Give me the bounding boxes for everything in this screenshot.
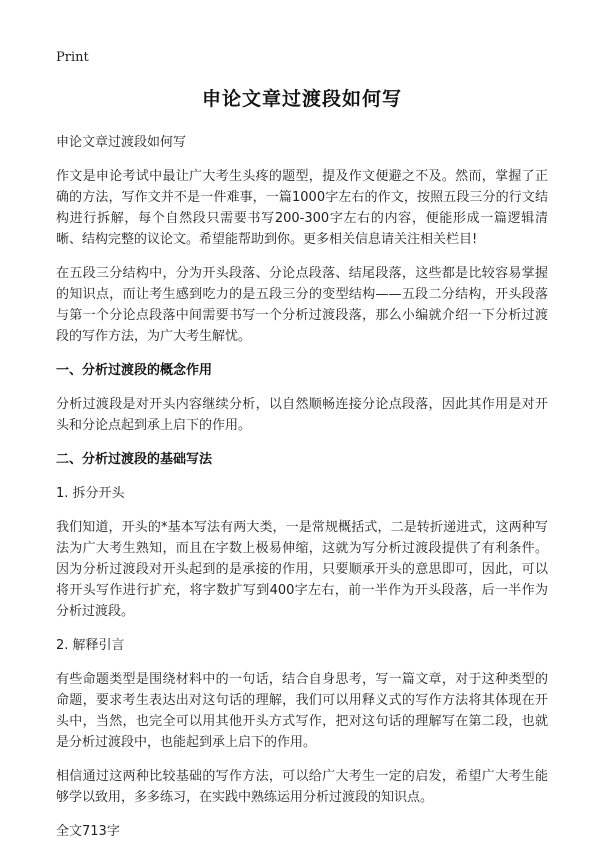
article-subtitle: 申论文章过渡段如何写 [56, 135, 187, 150]
page-title: 申论文章过渡段如何写 [201, 88, 402, 110]
intro-paragraph-2: 在五段三分结构中，分为开头段落、分论点段落、结尾段落，这些都是比较容易掌握的知识点，而让考生感到吃力的是五段三分的变型结构——五段二分结构，开头段落与第一个分论点段落中间需要书写一个分析过渡段落，那么小编就介绍一下分析过渡段的写作方法，为广大考生解忧。 [56, 266, 548, 344]
subsection-explain-quote-paragraph: 有些命题类型是围绕材料中的一句话，结合自身思考，写一篇文章，对于这种类型的命题，要求考生表达出对这句话的理解，我们可以用释义式的写作方法将其体现在开头中，当然，也完全可以用其他开头方式写作，把对这句话的理解写在第二段，也就是分析过渡段中，也能起到承上启下的作用。 [56, 672, 548, 750]
subsection-split-opening-paragraph: 我们知道，开头的*基本写法有两大类，一是常规概括式，二是转折递进式，这两种写法为广大考生熟知，而且在字数上极易伸缩，这就为写分析过渡段提供了有利条件。因为分析过渡段对开头起到的是承接的作用，只要顺承开头的意思即可，因此，可以将开头写作进行扩充，将字数扩写到400字左右，前一半作为开头段落，后一半作为分析过渡段。 [56, 520, 548, 619]
subsection-label-split-opening: 1. 拆分开头 [56, 486, 125, 501]
closing-paragraph: 相信通过这两种比较基础的写作方法，可以给广大考生一定的启发，希望广大考生能够学以致用，多多练习，在实践中熟练运用分析过渡段的知识点。 [56, 769, 548, 805]
subsection-label-explain-quote: 2. 解释引言 [56, 638, 125, 653]
section-concept-paragraph: 分析过渡段是对开头内容继续分析，以自然顺畅连接分论点段落，因此其作用是对开头和分论点起到承上启下的作用。 [56, 397, 548, 433]
print-link[interactable]: Print [56, 50, 89, 65]
section-heading-concept: 一、分析过渡段的概念作用 [56, 363, 213, 378]
word-count: 全文713字 [56, 824, 120, 839]
intro-paragraph-1: 作文是申论考试中最让广大考生头疼的题型，提及作文便避之不及。然而，掌握了正确的方法，写作文并不是一件难事，一篇1000字左右的作文，按照五段三分的行文结构进行拆解，每个自然段只需要书写200-300字左右的内容，便能形成一篇逻辑清晰、结构完整的议论文。希望能帮助到你。更多相关信息请关注相关栏目! [56, 169, 548, 247]
section-heading-methods: 二、分析过渡段的基础写法 [56, 452, 213, 467]
